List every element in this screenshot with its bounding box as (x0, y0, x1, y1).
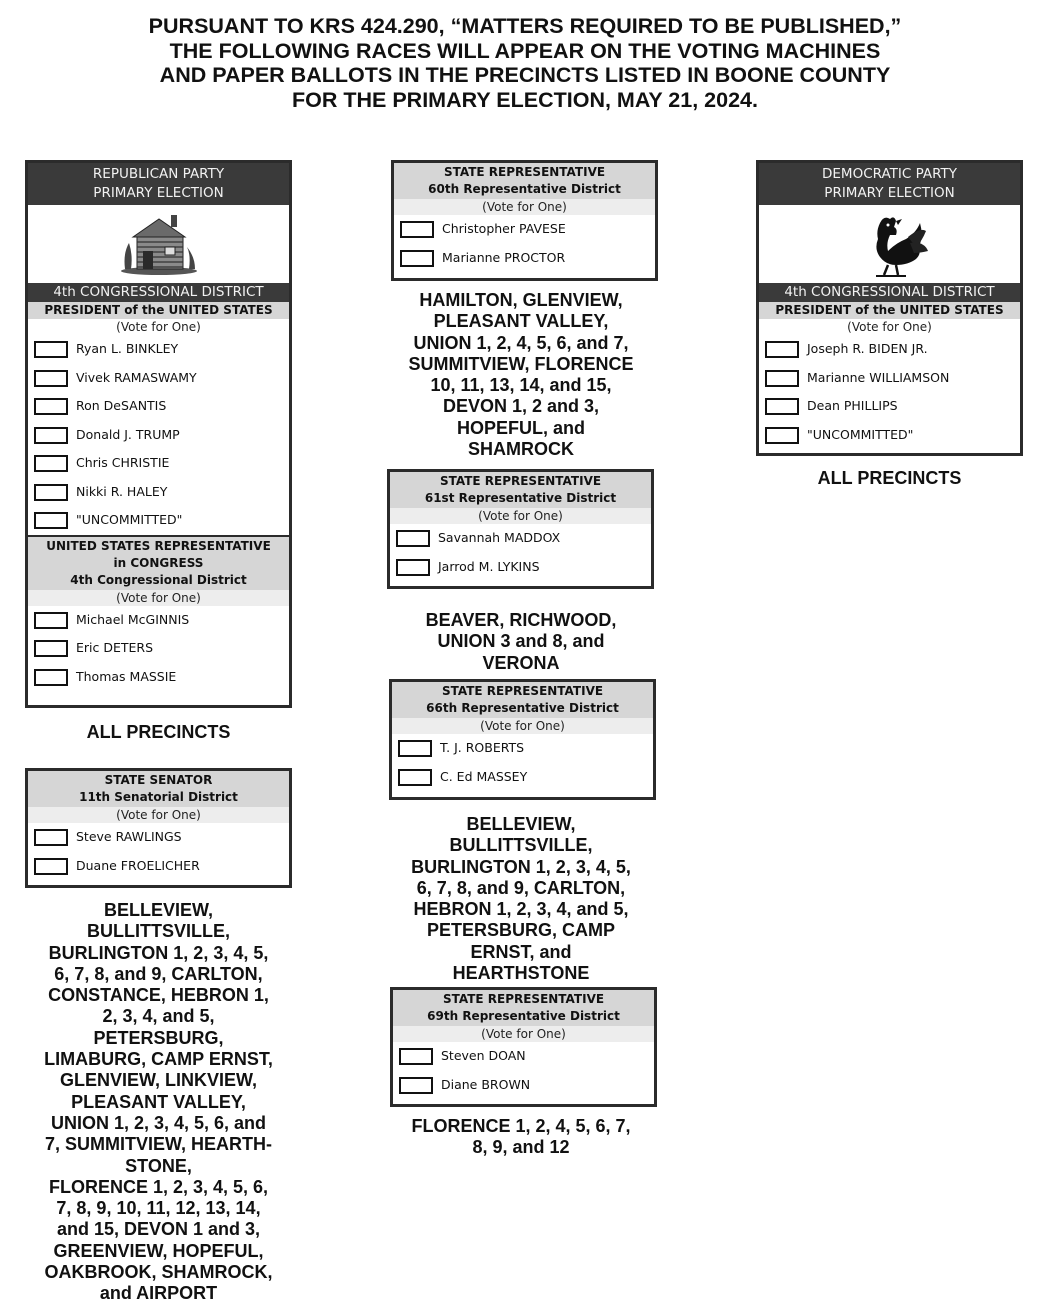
candidate-row[interactable] (393, 1042, 654, 1071)
race-title (392, 682, 653, 718)
race-title-line: STATE REPRESENTATIVE (441, 684, 604, 698)
vote-checkbox[interactable] (765, 370, 799, 387)
precinct-list (391, 814, 651, 984)
race-title-line: STATE REPRESENTATIVE (439, 474, 602, 488)
candidate-row[interactable] (390, 524, 651, 553)
state-rep-69-ballot (390, 987, 657, 1107)
precinct-line: and AIRPORT (99, 1283, 218, 1304)
precinct-line: BEAVER, RICHWOOD, (425, 610, 617, 630)
precinct-line: GLENVIEW, LINKVIEW, (59, 1070, 257, 1091)
candidate-name: Savannah MADDOX (438, 530, 561, 545)
vote-checkbox[interactable] (34, 829, 68, 846)
candidate-name: Duane FROELICHER (76, 857, 200, 873)
candidate-row[interactable] (28, 335, 289, 364)
precinct-line: LIMABURG, CAMP ERNST, (44, 1049, 273, 1070)
vote-checkbox[interactable] (765, 341, 799, 358)
candidate-name: Thomas MASSIE (76, 668, 177, 684)
vote-checkbox[interactable] (34, 858, 68, 875)
precinct-line: OAKBROOK, SHAMROCK, (44, 1262, 273, 1283)
candidate-row[interactable] (390, 553, 651, 582)
candidate-row[interactable] (28, 449, 289, 478)
party-name: REPUBLICAN PARTY (92, 166, 225, 182)
candidate-name: C. Ed MASSEY (440, 768, 528, 784)
precinct-line: BULLITTSVILLE, (449, 835, 593, 856)
candidate-name: Eric DETERS (76, 640, 154, 655)
precinct-line: STONE, (125, 1155, 192, 1176)
precinct-line: BULLITTSVILLE, (87, 921, 230, 942)
candidate-name: Diane BROWN (441, 1076, 531, 1092)
candidate-name: "UNCOMMITTED" (76, 512, 183, 527)
precinct-list (391, 1116, 651, 1159)
race-title-line: STATE REPRESENTATIVE (443, 165, 606, 179)
candidate-row[interactable] (28, 364, 289, 393)
vote-checkbox[interactable] (34, 640, 68, 657)
precinct-line: 7, SUMMITVIEW, HEARTH- (44, 1134, 272, 1155)
party-name: DEMOCRATIC PARTY (822, 166, 957, 182)
vote-instruction: (Vote for One) (28, 319, 289, 335)
precinct-list (25, 722, 292, 743)
race-title-line: 69th Representative District (427, 1009, 620, 1023)
candidate-row[interactable] (392, 763, 653, 792)
precinct-line: BELLEVIEW, (466, 814, 576, 834)
candidate-row[interactable] (759, 392, 1020, 421)
state-rep-60-ballot (391, 160, 658, 281)
candidate-row[interactable] (394, 244, 655, 273)
precinct-line: PLEASANT VALLEY, (433, 311, 609, 332)
race-title-line: UNITED STATES REPRESENTATIVE (46, 538, 271, 553)
vote-instruction: (Vote for One) (393, 1026, 654, 1042)
candidate-row[interactable] (28, 506, 289, 535)
precinct-line: SUMMITVIEW, FLORENCE (408, 353, 634, 374)
rooster-emblem (759, 205, 1020, 283)
precinct-list (756, 468, 1023, 489)
candidate-name: "UNCOMMITTED" (807, 426, 914, 442)
vote-checkbox[interactable] (34, 455, 68, 472)
republican-ballot (25, 160, 292, 708)
header-line: FOR THE PRIMARY ELECTION, MAY 21, 2024. (292, 87, 758, 112)
race-title (394, 163, 655, 199)
state-senator-ballot (25, 768, 292, 888)
notice-header (0, 14, 1050, 112)
precinct-line: BURLINGTON 1, 2, 3, 4, 5, (411, 856, 631, 877)
vote-checkbox[interactable] (399, 1048, 433, 1065)
candidate-row[interactable] (28, 852, 289, 881)
vote-checkbox[interactable] (34, 427, 68, 444)
precinct-line: PETERSBURG, (93, 1027, 224, 1048)
race-title (28, 535, 289, 590)
race-title-line: STATE SENATOR (104, 773, 213, 787)
header-line: AND PAPER BALLOTS IN THE PRECINCTS LISTED IN BOONE COUNTY (159, 63, 891, 87)
precinct-line: HAMILTON, GLENVIEW, (419, 290, 623, 310)
vote-checkbox[interactable] (34, 341, 68, 358)
precinct-list (391, 290, 651, 460)
precinct-list (391, 610, 651, 674)
candidate-name: Christopher PAVESE (442, 221, 566, 236)
vote-checkbox[interactable] (34, 398, 68, 415)
precinct-line: PETERSBURG, CAMP (426, 920, 615, 941)
precinct-line: ALL PRECINCTS (86, 722, 231, 742)
candidate-name: Michael McGINNIS (76, 611, 190, 627)
precinct-line: HEBRON 1, 2, 3, 4, and 5, (413, 899, 629, 920)
precinct-line: UNION 1, 2, 3, 4, 5, 6, and (50, 1112, 267, 1133)
vote-checkbox[interactable] (398, 740, 432, 757)
precinct-line: GREENVIEW, HOPEFUL, (53, 1240, 264, 1261)
precinct-line: SHAMROCK (468, 439, 574, 460)
candidate-row[interactable] (28, 421, 289, 450)
precinct-list (25, 900, 292, 1305)
vote-instruction: (Vote for One) (759, 319, 1020, 335)
precinct-line: 7, 8, 9, 10, 11, 12, 13, 14, (56, 1198, 261, 1219)
candidate-row[interactable] (394, 215, 655, 244)
party-header (759, 163, 1020, 205)
race-title (28, 771, 289, 807)
precinct-line: BELLEVIEW, (103, 900, 213, 920)
vote-checkbox[interactable] (34, 370, 68, 387)
vote-checkbox[interactable] (396, 559, 430, 576)
candidate-row[interactable] (759, 335, 1020, 364)
precinct-line: 8, 9, and 12 (472, 1137, 570, 1158)
precinct-line: FLORENCE 1, 2, 4, 5, 6, 7, (411, 1116, 631, 1136)
candidate-name: Ryan L. BINKLEY (76, 341, 179, 356)
precinct-line: BURLINGTON 1, 2, 3, 4, 5, (48, 942, 269, 963)
header-line: THE FOLLOWING RACES WILL APPEAR ON THE VOTING MACHINES (169, 38, 881, 63)
precinct-line: HOPEFUL, and (456, 417, 585, 438)
democratic-ballot (756, 160, 1023, 456)
district-band: 4th CONGRESSIONAL DISTRICT (759, 283, 1020, 302)
precinct-line: UNION 3 and 8, and (437, 631, 605, 652)
candidate-name: Donald J. TRUMP (76, 426, 180, 442)
precinct-line: 6, 7, 8, and 9, CARLTON, (54, 963, 263, 984)
election-name: PRIMARY ELECTION (93, 185, 224, 201)
candidate-row[interactable] (28, 606, 289, 635)
race-title-line: 60th Representative District (428, 182, 621, 196)
candidate-row[interactable] (28, 823, 289, 852)
vote-checkbox[interactable] (398, 769, 432, 786)
vote-checkbox[interactable] (765, 398, 799, 415)
vote-instruction: (Vote for One) (390, 508, 651, 524)
candidate-row[interactable] (28, 392, 289, 421)
precinct-line: CONSTANCE, HEBRON 1, (48, 985, 269, 1006)
race-title-line: 61st Representative District (424, 491, 617, 505)
vote-checkbox[interactable] (396, 530, 430, 547)
vote-instruction: (Vote for One) (28, 807, 289, 823)
race-title-line: 11th Senatorial District (79, 790, 238, 804)
precinct-line: PLEASANT VALLEY, (71, 1091, 246, 1112)
candidate-name: Dean PHILLIPS (807, 398, 898, 413)
candidate-name: Chris CHRISTIE (76, 455, 170, 470)
candidate-name: Steve RAWLINGS (76, 829, 182, 844)
precinct-line: ERNST, and (470, 941, 572, 962)
district-band: 4th CONGRESSIONAL DISTRICT (28, 283, 289, 302)
candidate-row[interactable] (759, 421, 1020, 450)
vote-instruction: (Vote for One) (28, 590, 289, 606)
election-name: PRIMARY ELECTION (824, 185, 955, 201)
candidate-name: Nikki R. HALEY (76, 483, 168, 499)
precinct-line: and 15, DEVON 1 and 3, (56, 1219, 261, 1240)
candidate-row[interactable] (28, 663, 289, 692)
candidate-row[interactable] (28, 634, 289, 663)
precinct-line: FLORENCE 1, 2, 3, 4, 5, 6, (48, 1176, 269, 1197)
candidate-row[interactable] (392, 734, 653, 763)
candidate-name: Marianne WILLIAMSON (807, 369, 950, 385)
race-title: PRESIDENT of the UNITED STATES (759, 302, 1020, 319)
log-cabin-emblem (28, 205, 289, 283)
precinct-line: 6, 7, 8, and 9, CARLTON, (416, 877, 626, 898)
precinct-line: DEVON 1, 2 and 3, (442, 396, 600, 417)
candidate-name: Joseph R. BIDEN JR. (807, 341, 928, 356)
vote-instruction: (Vote for One) (394, 199, 655, 215)
candidate-row[interactable] (759, 364, 1020, 393)
vote-checkbox[interactable] (34, 669, 68, 686)
race-title-line: 4th Congressional District (70, 572, 247, 587)
race-title-line: 66th Representative District (426, 701, 619, 715)
race-title-line: in CONGRESS (113, 555, 204, 570)
state-rep-61-ballot (387, 469, 654, 589)
vote-checkbox[interactable] (34, 612, 68, 629)
race-title-line: STATE REPRESENTATIVE (442, 992, 605, 1006)
vote-checkbox[interactable] (399, 1077, 433, 1094)
precinct-line: 10, 11, 13, 14, and 15, (430, 375, 612, 396)
precinct-line: 2, 3, 4, and 5, (102, 1006, 215, 1027)
candidate-name: Steven DOAN (441, 1048, 526, 1063)
precinct-line: ALL PRECINCTS (817, 468, 962, 488)
candidate-name: Marianne PROCTOR (442, 249, 566, 265)
header-line: PURSUANT TO KRS 424.290, “MATTERS REQUIRED TO BE PUBLISHED,” (148, 14, 902, 38)
precinct-line: VERONA (482, 652, 560, 673)
candidate-row[interactable] (393, 1071, 654, 1100)
party-header (28, 163, 289, 205)
candidate-name: Ron DeSANTIS (76, 398, 167, 413)
precinct-line: UNION 1, 2, 4, 5, 6, and 7, (413, 332, 629, 353)
candidate-name: Jarrod M. LYKINS (438, 558, 540, 574)
vote-instruction: (Vote for One) (392, 718, 653, 734)
precinct-line: HEARTHSTONE (452, 963, 590, 984)
candidate-row[interactable] (28, 478, 289, 507)
candidate-name: Vivek RAMASWAMY (76, 369, 197, 385)
candidate-name: T. J. ROBERTS (440, 740, 525, 755)
vote-checkbox[interactable] (400, 221, 434, 238)
race-title (390, 472, 651, 508)
vote-checkbox[interactable] (765, 427, 799, 444)
vote-checkbox[interactable] (34, 484, 68, 501)
vote-checkbox[interactable] (34, 512, 68, 529)
race-title: PRESIDENT of the UNITED STATES (28, 302, 289, 319)
state-rep-66-ballot (389, 679, 656, 800)
race-title (393, 990, 654, 1026)
vote-checkbox[interactable] (400, 250, 434, 267)
